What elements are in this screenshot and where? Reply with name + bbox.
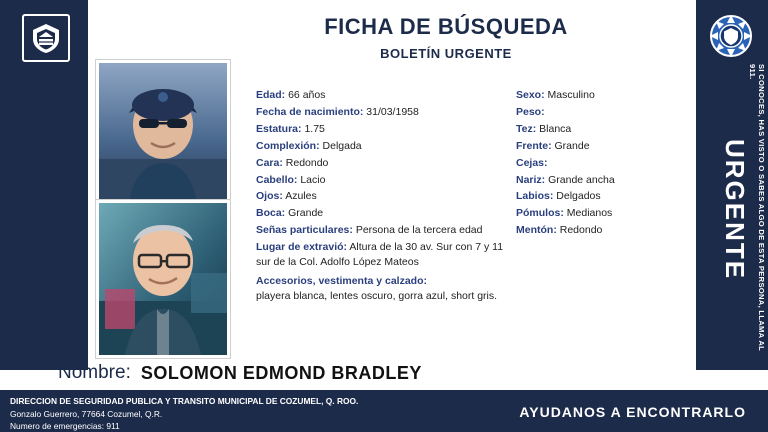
field-label: Sexo: — [516, 89, 545, 101]
field-value: Redondo — [285, 156, 329, 169]
photo-person-hat — [96, 60, 230, 204]
field-boca — [256, 206, 506, 221]
footer-line-department: DIRECCION DE SEGURIDAD PUBLICA Y TRANSITO MUNICIPAL DE COZUMEL, Q. ROO. — [10, 396, 359, 406]
field-label: Cejas: — [516, 156, 548, 169]
page-subtitle: BOLETÍN URGENTE — [380, 46, 512, 61]
footer-line-address: Gonzalo Guerrero, 77664 Cozumel, Q.R. — [10, 408, 163, 419]
field-label: Complexión: — [256, 139, 320, 152]
field-label: Lugar de extravió: — [256, 241, 348, 254]
accesorios-value: playera blanca, lentes oscuro, gorra azul, short gris. — [256, 289, 498, 302]
details-left-column — [256, 88, 506, 304]
header — [236, 14, 656, 61]
urgente-vertical-text: URGENTE — [720, 139, 750, 281]
field-value: Delgada — [322, 139, 362, 152]
field-label: Fecha de nacimiento: — [256, 105, 364, 118]
right-navy-band — [696, 0, 768, 370]
field-value: Azules — [285, 190, 317, 203]
field-value: Medianos — [566, 207, 613, 220]
field-peso — [516, 105, 676, 120]
field-cejas — [516, 156, 676, 171]
field-label: Pómulos: — [516, 207, 564, 220]
field-labios — [516, 189, 676, 204]
field-label: Peso: — [516, 105, 545, 118]
field-label: Frente: — [516, 139, 552, 152]
police-star-badge-icon — [708, 12, 754, 62]
field-value: Altura de la 30 av. Sur con 7 y 11 sur de la Col. Adolfo López Mateos — [256, 241, 504, 269]
field-label: Boca: — [256, 207, 286, 220]
urgente-contact-note: SI CONOCES, HAS VISTO O SABES ALGO DE ESTA PERSONA, LLAMA AL 911. — [748, 64, 766, 351]
field-label: Edad: — [256, 89, 286, 101]
field-value: Grande ancha — [548, 173, 615, 186]
footer-cta: AYUDANOS A ENCONTRARLO — [519, 404, 746, 420]
field-ojos — [256, 189, 506, 204]
field-value: Masculino — [547, 89, 595, 101]
field-frente — [516, 139, 676, 154]
field-value: Grande — [554, 139, 590, 152]
details-right-column — [516, 88, 676, 240]
field-label: Señas particulares: — [256, 224, 353, 237]
field-cabello — [256, 173, 506, 188]
field-senas-particulares — [256, 223, 506, 238]
field-fecha-nacimiento — [256, 105, 506, 120]
field-tez — [516, 122, 676, 137]
field-value: 66 años — [288, 89, 326, 101]
field-label: Labios: — [516, 190, 554, 203]
municipal-shield-icon — [22, 14, 70, 62]
field-estatura — [256, 122, 506, 137]
field-sexo — [516, 88, 676, 103]
field-value: 31/03/1958 — [366, 105, 419, 118]
field-value: Persona de la tercera edad — [355, 224, 483, 237]
field-edad — [256, 88, 506, 103]
field-cara — [256, 156, 506, 171]
field-label: Cabello: — [256, 173, 298, 186]
field-lugar-extravio — [256, 240, 506, 270]
field-value: Blanca — [539, 122, 572, 135]
name-value: SOLOMON EDMOND BRADLEY — [140, 362, 422, 383]
left-navy-band — [0, 0, 88, 370]
field-value: 1.75 — [304, 122, 325, 135]
field-label: Tez: — [516, 122, 537, 135]
field-nariz — [516, 173, 676, 188]
footer-bar — [0, 390, 768, 432]
photo-person-glasses — [96, 200, 230, 358]
field-label: Nariz: — [516, 173, 546, 186]
name-row — [0, 356, 696, 390]
footer-contact-block — [10, 395, 358, 432]
name-label: Nombre: — [58, 362, 131, 383]
page-title: FICHA DE BÚSQUEDA — [324, 14, 568, 39]
field-menton — [516, 223, 676, 238]
footer-line-emergency: Numero de emergencias: 911 — [10, 421, 120, 432]
accesorios-label: Accesorios, vestimenta y calzado: — [256, 274, 427, 287]
field-complexion — [256, 139, 506, 154]
field-value: Redondo — [559, 224, 603, 237]
field-pomulos — [516, 206, 676, 221]
field-value: Lacio — [300, 173, 326, 186]
field-label: Cara: — [256, 156, 283, 169]
field-label: Mentón: — [516, 224, 557, 237]
field-value: Delgados — [556, 190, 601, 203]
field-label: Ojos: — [256, 190, 283, 203]
field-label: Estatura: — [256, 122, 302, 135]
field-value: Grande — [288, 207, 324, 220]
